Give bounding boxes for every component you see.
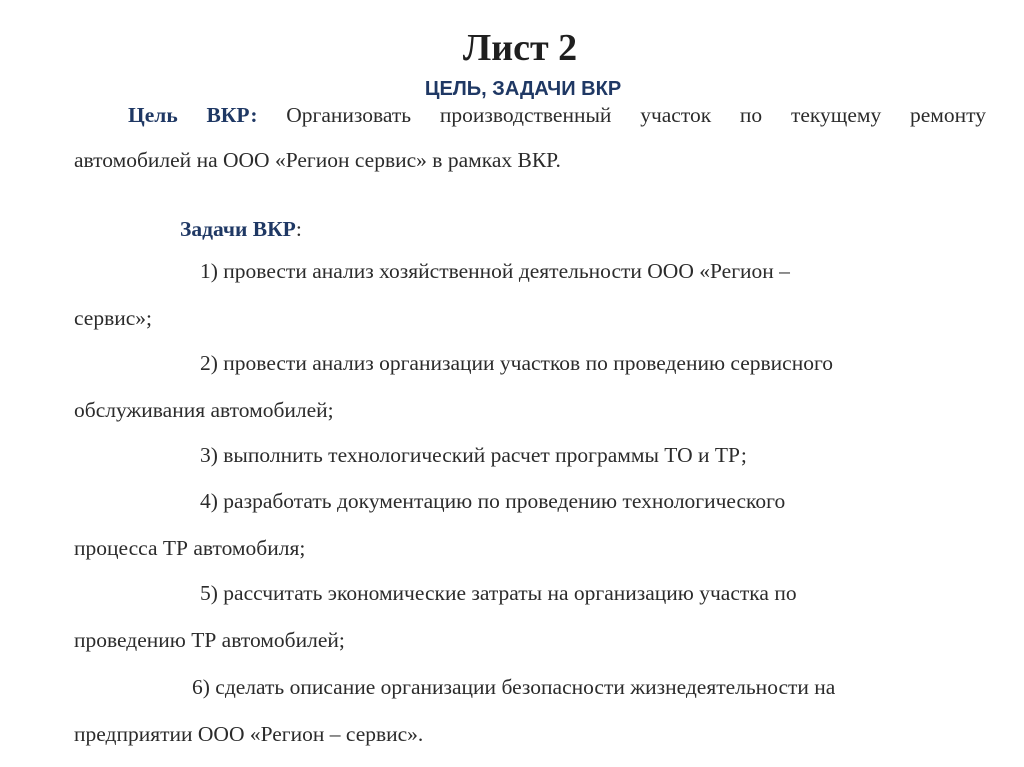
- task-item-1: [74, 258, 986, 332]
- task-1-line-1: 1) провести анализ хозяйственной деятельности ООО «Регион –: [200, 259, 790, 283]
- tasks-heading-label: Задачи ВКР: [180, 217, 296, 241]
- goal-label: Цель ВКР:: [128, 103, 258, 127]
- task-1-line-2: сервис»;: [74, 306, 153, 330]
- slide-title: Лист 2: [462, 27, 578, 69]
- goal-paragraph: [74, 102, 986, 174]
- task-4-line-1: 4) разработать документацию по проведению технологического: [200, 489, 786, 513]
- task-5-line-2: проведению ТР автомобилей;: [74, 628, 345, 652]
- task-4-line-2: процесса ТР автомобиля;: [74, 536, 306, 560]
- tasks-heading: [180, 216, 302, 243]
- goal-line-1: [74, 102, 986, 129]
- task-item-6: [74, 674, 986, 748]
- task-3-line-1: 3) выполнить технологический расчет программы ТО и ТР;: [200, 443, 747, 467]
- task-6-line-2: предприятии ООО «Регион – сервис».: [74, 722, 424, 746]
- goal-text-line-2: автомобилей на ООО «Регион сервис» в рамках ВКР.: [74, 148, 561, 172]
- task-2-line-2: обслуживания автомобилей;: [74, 398, 334, 422]
- task-6-line-1: 6) сделать описание организации безопасности жизнедеятельности на: [192, 675, 836, 699]
- task-item-3: [74, 442, 986, 469]
- slide-subtitle: ЦЕЛЬ, ЗАДАЧИ ВКР: [424, 78, 622, 100]
- task-5-line-1: 5) рассчитать экономические затраты на организацию участка по: [200, 581, 797, 605]
- tasks-heading-colon: :: [295, 217, 302, 241]
- goal-text-line-1: Организовать производственный участок по текущему ремонту: [286, 103, 987, 127]
- task-item-4: [74, 488, 986, 562]
- task-item-5: [74, 580, 986, 654]
- task-2-line-1: 2) провести анализ организации участков по проведению сервисного: [200, 351, 834, 375]
- task-item-2: [74, 350, 986, 424]
